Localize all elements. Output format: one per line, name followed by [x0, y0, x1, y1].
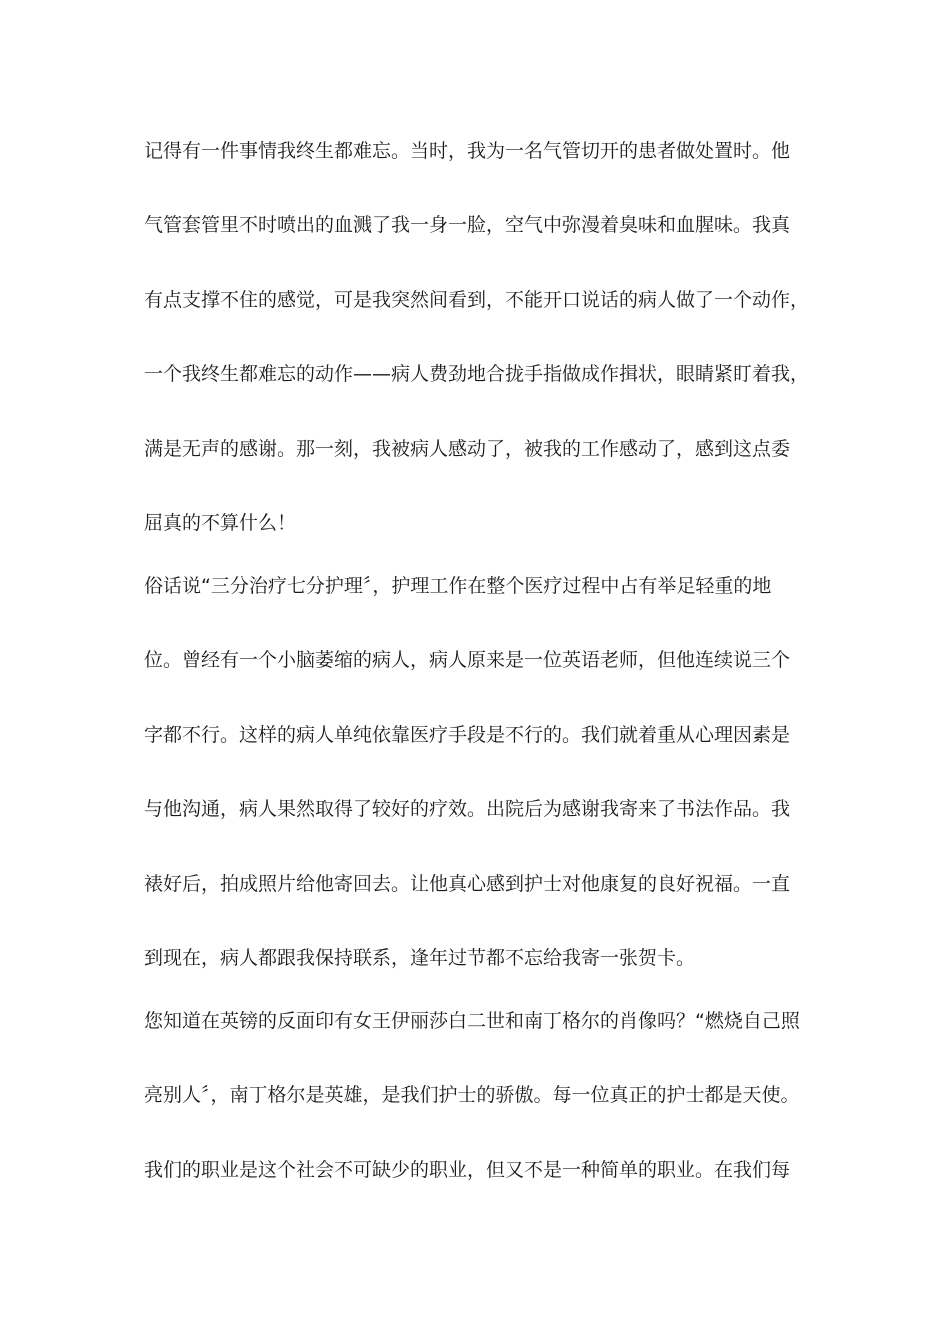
text-line: 您知道在英镑的反面印有女王伊丽莎白二世和南丁格尔的肖像吗？“燃烧自己照 [144, 1010, 800, 1032]
text-line: 俗话说“三分治疗七分护理〞，护理工作在整个医疗过程中占有举足轻重的地 [144, 575, 772, 597]
text-line: 位。曾经有一个小脑萎缩的病人，病人原来是一位英语老师，但他连续说三个 [144, 649, 791, 671]
text-line: 记得有一件事情我终生都难忘。当时，我为一名气管切开的患者做处置时。他 [144, 140, 791, 162]
text-line: 一个我终生都难忘的动作——病人费劲地合拢手指做成作揖状，眼睛紧盯着我， [144, 363, 810, 385]
text-line: 我们的职业是这个社会不可缺少的职业，但又不是一种简单的职业。在我们每 [144, 1159, 791, 1181]
text-line: 字都不行。这样的病人单纯依靠医疗手段是不行的。我们就着重从心理因素是 [144, 724, 791, 746]
text-line: 裱好后，拍成照片给他寄回去。让他真心感到护士对他康复的良好祝福。一直 [144, 873, 791, 895]
text-line: 与他沟通，病人果然取得了较好的疗效。出院后为感谢我寄来了书法作品。我 [144, 798, 791, 820]
text-line: 气管套管里不时喷出的血溅了我一身一脸，空气中弥漫着臭味和血腥味。我真 [144, 214, 791, 236]
text-line: 屈真的不算什么！ [144, 512, 297, 534]
text-line: 满是无声的感谢。那一刻，我被病人感动了，被我的工作感动了，感到这点委 [144, 438, 791, 460]
text-line: 有点支撑不住的感觉，可是我突然间看到，不能开口说话的病人做了一个动作， [144, 289, 810, 311]
text-line: 亮别人〞，南丁格尔是英雄，是我们护士的骄傲。每一位真正的护士都是天使。 [144, 1084, 800, 1106]
text-line: 到现在，病人都跟我保持联系，逢年过节都不忘给我寄一张贺卡。 [144, 947, 696, 969]
